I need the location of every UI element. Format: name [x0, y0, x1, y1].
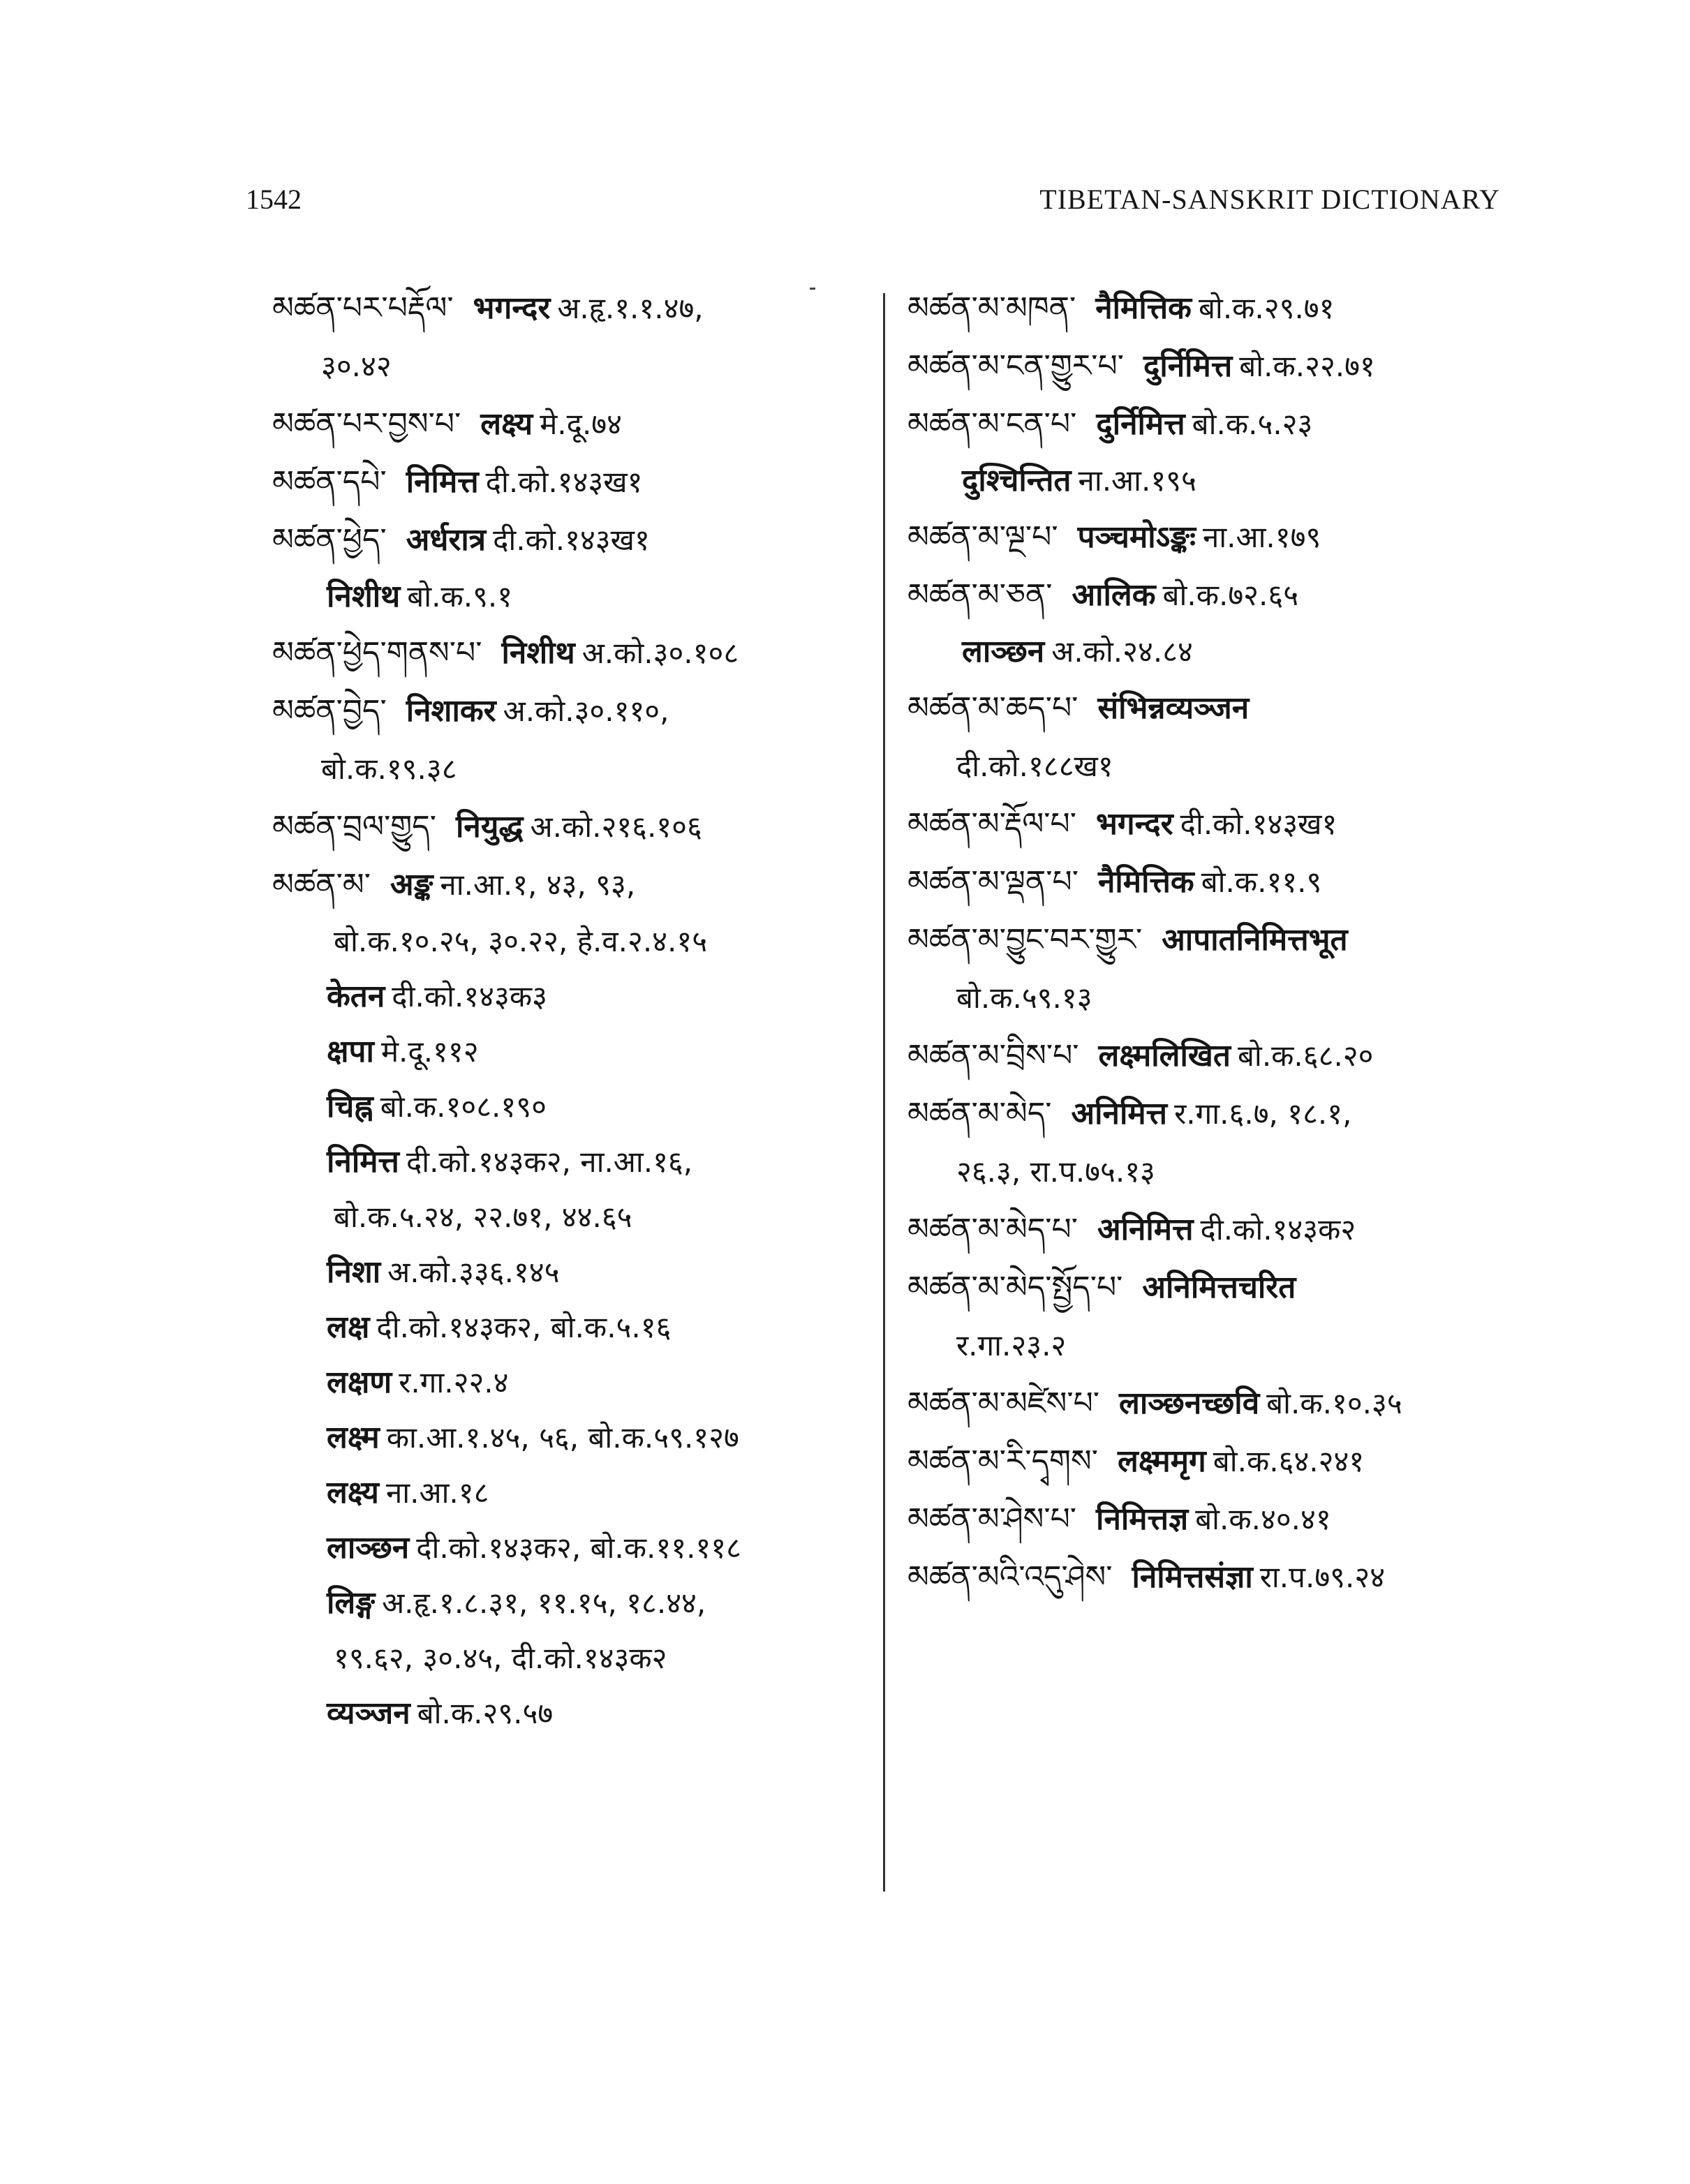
sanskrit-equivalent	[272, 1189, 873, 1245]
tibetan-headword: མཚན་མ་ལྔ་པ་	[907, 519, 1058, 555]
reference-continuation	[907, 969, 1536, 1027]
source-reference: बो.क.२९.५७	[417, 1696, 554, 1730]
sanskrit-term: आपातनिमित्तभूत	[1162, 922, 1348, 958]
source-reference: बो.क.७२.६५	[1162, 578, 1299, 612]
sanskrit-equivalent	[907, 453, 1536, 508]
dictionary-entry	[272, 395, 873, 453]
sanskrit-term: भगन्दर	[473, 290, 551, 326]
source-reference: बो.क.६८.२०	[1237, 1039, 1374, 1073]
sanskrit-term: निमित्त	[406, 464, 479, 500]
reference-continuation	[907, 1316, 1536, 1374]
left-column	[272, 279, 873, 1741]
tibetan-headword: མཚན་བྱེད་	[272, 693, 387, 729]
tibetan-headword: མཚན་མ་མེད་སྤྱོད་པ་	[907, 1270, 1123, 1305]
source-reference: मे.दू.७४	[540, 407, 622, 441]
sanskrit-term: नियुद्ध	[456, 809, 524, 845]
source-reference: दी.को.१४३ख१	[1180, 807, 1337, 841]
dictionary-entry	[907, 566, 1536, 624]
dictionary-entry	[907, 1374, 1536, 1432]
sanskrit-term: दुर्निमित्त	[1143, 348, 1233, 384]
sanskrit-term: अङ्क	[390, 867, 433, 902]
dictionary-entry	[272, 624, 873, 682]
sanskrit-term: अनिमित्तचरित	[1142, 1270, 1296, 1305]
sanskrit-term: लक्ष	[327, 1309, 370, 1345]
sanskrit-term: अनिमित्त	[1097, 1212, 1194, 1247]
sanskrit-term: निमित्त	[327, 1144, 399, 1180]
sanskrit-term: क्षपा	[327, 1034, 374, 1069]
tibetan-headword: མཚན་མ་རྡོལ་པ་	[907, 806, 1076, 842]
source-reference: १९.६२, ३०.४५, दी.को.१४३क२	[334, 1641, 667, 1675]
sanskrit-equivalent	[272, 569, 873, 624]
sanskrit-equivalent	[272, 1410, 873, 1465]
sanskrit-equivalent	[272, 1300, 873, 1355]
dictionary-entry	[907, 795, 1536, 853]
source-reference: बो.क.५९.१३	[956, 981, 1092, 1015]
sanskrit-term: निशीथ	[501, 635, 575, 671]
source-reference: अ.को.२१६.१०६	[530, 810, 702, 844]
sanskrit-equivalent	[272, 1079, 873, 1134]
sanskrit-term: पञ्चमोऽङ्कः	[1077, 519, 1196, 555]
sanskrit-equivalent	[272, 1245, 873, 1300]
dictionary-entry	[272, 856, 873, 914]
tibetan-headword: མཚན་པར་པརྡོལ་	[272, 290, 454, 326]
sanskrit-term: लाञ्छन	[327, 1530, 410, 1566]
sanskrit-term: लक्ष्य	[327, 1475, 379, 1510]
sanskrit-equivalent	[272, 1686, 873, 1741]
dictionary-entry	[907, 337, 1536, 395]
source-reference: ना.आ.१९५	[1078, 463, 1196, 498]
sanskrit-term: संभिन्नव्यञ्जन	[1097, 690, 1250, 726]
source-reference: दी.को.१४३क२, बो.क.५.१६	[376, 1310, 672, 1344]
dictionary-entry	[907, 395, 1536, 453]
sanskrit-term: निमित्तज्ञ	[1096, 1501, 1189, 1537]
dictionary-entry	[272, 511, 873, 569]
source-reference: बो.क.२२.७१	[1239, 349, 1375, 383]
sanskrit-equivalent	[272, 1355, 873, 1410]
dictionary-entry	[907, 279, 1536, 337]
source-reference: र.गा.६.७, १८.१,	[1174, 1097, 1352, 1131]
sanskrit-equivalent	[272, 914, 873, 969]
dictionary-entry	[907, 1490, 1536, 1548]
reference-continuation	[272, 740, 873, 798]
source-reference: ना.आ.१, ४३, ९३,	[440, 868, 636, 902]
reference-continuation	[907, 1143, 1536, 1201]
dictionary-entry	[272, 279, 873, 337]
sanskrit-term: लाञ्छनच्छवि	[1119, 1386, 1260, 1421]
source-reference: बो.क.१९.३८	[321, 752, 457, 786]
column-divider	[883, 293, 885, 1892]
sanskrit-term: लाञ्छन	[962, 634, 1045, 669]
right-column	[907, 279, 1536, 1606]
sanskrit-equivalent	[272, 1024, 873, 1079]
source-reference: का.आ.१.४५, ५६, बो.क.५९.१२७	[386, 1420, 739, 1455]
sanskrit-term: भगन्दर	[1095, 806, 1173, 842]
source-reference: अ.हृ.१.८.३१, ११.१५, १८.४४,	[382, 1586, 706, 1620]
dictionary-entry	[907, 508, 1536, 566]
source-reference: बो.क.६४.२४१	[1213, 1444, 1365, 1478]
sanskrit-term: लिङ्ग	[327, 1585, 376, 1621]
sanskrit-term: व्यञ्जन	[327, 1695, 410, 1731]
tibetan-headword: མཚན་མ་བྱུང་བར་གྱུར་	[907, 922, 1143, 958]
sanskrit-equivalent	[907, 624, 1536, 679]
sanskrit-equivalent	[272, 1630, 873, 1686]
sanskrit-equivalent	[272, 1465, 873, 1520]
dictionary-entry	[907, 679, 1536, 737]
source-reference: बो.क.१०८.१९०	[380, 1090, 547, 1124]
source-reference: अ.को.३३६.१४५	[387, 1255, 560, 1289]
source-reference: बो.क.५.२४, २२.७१, ४४.६५	[334, 1200, 632, 1234]
tibetan-headword: མཚན་ཕྱེད་	[272, 522, 387, 558]
source-reference: अ.को.३०.११०,	[503, 694, 669, 728]
tibetan-headword: མཚན་མ་བྲིས་པ་	[907, 1038, 1079, 1074]
sanskrit-equivalent	[272, 1134, 873, 1189]
sanskrit-term: लक्ष्म	[327, 1420, 380, 1455]
dictionary-entry	[907, 1027, 1536, 1085]
source-reference: दी.को.१८८ख१	[956, 749, 1113, 783]
sanskrit-term: केतन	[327, 979, 385, 1014]
source-reference: दी.को.१४३क२, बो.क.११.११८	[416, 1531, 741, 1565]
source-reference: बो.क.२९.७१	[1198, 291, 1335, 325]
sanskrit-term: निशाकर	[406, 693, 496, 729]
tibetan-headword: མཚན་མ་ཅན་	[907, 577, 1053, 613]
source-reference: बो.क.४०.४१	[1195, 1502, 1331, 1536]
sanskrit-term: दुर्निमित्त	[1096, 406, 1185, 442]
source-reference: र.गा.२२.४	[399, 1365, 509, 1399]
source-reference: ना.आ.१८	[385, 1476, 489, 1510]
source-reference: अ.को.२४.८४	[1051, 634, 1193, 669]
tibetan-headword: མཚན་མ་མཛེས་པ་	[907, 1386, 1100, 1421]
dictionary-entry	[907, 1548, 1536, 1606]
tibetan-headword: མཚན་མ་མེད་	[907, 1096, 1052, 1131]
source-reference: रा.प.७९.२४	[1259, 1560, 1386, 1594]
sanskrit-term: नैमित्तिक	[1095, 290, 1192, 326]
sanskrit-term: आलिक	[1072, 577, 1156, 613]
tibetan-headword: མཚན་ཕྱེད་གནས་པ་	[272, 635, 482, 671]
sanskrit-term: लक्ष्ममृग	[1117, 1443, 1206, 1479]
dictionary-entry	[272, 682, 873, 740]
source-reference: बो.क.५.२३	[1192, 407, 1313, 441]
tibetan-headword: མཚན་མ་ལྡན་པ་	[907, 864, 1079, 900]
page-header	[0, 183, 1690, 225]
tibetan-headword: མཚན་མ་ཆད་པ་	[907, 690, 1079, 726]
source-reference: दी.को.१४३क२, ना.आ.१६,	[406, 1145, 693, 1179]
source-reference: ना.आ.१७९	[1202, 520, 1321, 554]
source-reference: बो.क.९.१	[407, 579, 513, 614]
source-reference: मे.दू.११२	[380, 1034, 479, 1069]
dictionary-entry	[272, 798, 873, 856]
sanskrit-term: चिह्न	[327, 1089, 373, 1124]
sanskrit-equivalent	[272, 969, 873, 1024]
tibetan-headword: མཚན་མ་མཁན་	[907, 290, 1076, 326]
tibetan-headword: མཚན་དཔེ་	[272, 464, 387, 500]
source-reference: दी.को.१४३ख१	[485, 465, 643, 499]
dictionary-entry	[907, 1201, 1536, 1258]
source-reference: बो.क.१०.३५	[1266, 1386, 1402, 1420]
tibetan-headword: མཚན་མ་རི་དྭགས་	[907, 1443, 1098, 1479]
source-reference: २६.३, रा.प.७५.१३	[956, 1154, 1155, 1189]
dictionary-entry	[272, 453, 873, 511]
tibetan-headword: མཚན་མ་ངན་པ་	[907, 406, 1077, 442]
sanskrit-term: अर्धरात्र	[406, 522, 487, 558]
sanskrit-equivalent	[272, 1520, 873, 1575]
source-reference: अ.हृ.१.१.४७,	[557, 291, 704, 325]
source-reference: दी.को.१४३क२	[1200, 1212, 1356, 1247]
tibetan-headword: མཚན་པར་བྱས་པ་	[272, 406, 461, 442]
source-reference: र.गा.२३.२	[956, 1328, 1067, 1362]
reference-continuation	[907, 737, 1536, 795]
source-reference: बो.क.१०.२५, ३०.२२, हे.व.२.४.१५	[334, 924, 708, 958]
sanskrit-term: लक्ष्य	[480, 406, 533, 442]
sanskrit-term: नैमित्तिक	[1097, 864, 1194, 900]
tibetan-headword: མཚན་མའི་འདུ་ཤེས་	[907, 1559, 1113, 1595]
sanskrit-term: दुश्चिन्तित	[962, 463, 1072, 498]
sanskrit-term: निशा	[327, 1254, 381, 1290]
source-reference: बो.क.११.९	[1201, 865, 1322, 899]
sanskrit-term: लक्ष्मलिखित	[1098, 1038, 1231, 1074]
sanskrit-term: निशीथ	[327, 579, 401, 614]
tibetan-headword: མཚན་མ་ངན་གྱུར་པ་	[907, 348, 1124, 384]
tibetan-headword: མཚན་མ་ཤེས་པ་	[907, 1501, 1077, 1537]
dictionary-entry	[907, 853, 1536, 911]
sanskrit-term: अनिमित्त	[1071, 1096, 1168, 1131]
tibetan-headword: མཚན་བྲལ་གྱུད་	[272, 809, 437, 845]
dictionary-entry	[907, 911, 1536, 969]
reference-continuation	[272, 337, 873, 395]
dictionary-entry	[907, 1085, 1536, 1143]
dictionary-entry	[907, 1258, 1536, 1316]
running-title: TIBETAN-SANSKRIT DICTIONARY	[1039, 184, 1500, 215]
source-reference: ३०.४२	[321, 349, 392, 383]
sanskrit-term: निमित्तसंज्ञा	[1132, 1559, 1253, 1595]
sanskrit-term: लक्षण	[327, 1365, 392, 1400]
sanskrit-equivalent	[272, 1575, 873, 1630]
tibetan-headword: མཚན་མ་མེད་པ་	[907, 1212, 1078, 1247]
source-reference: दी.को.१४३क३	[392, 979, 547, 1013]
page-number: 1542	[246, 184, 302, 215]
source-reference: अ.को.३०.१०८	[581, 636, 739, 670]
dictionary-entry	[907, 1432, 1536, 1490]
source-reference: दी.को.१४३ख१	[493, 523, 650, 557]
tibetan-headword: མཚན་མ་	[272, 867, 371, 902]
